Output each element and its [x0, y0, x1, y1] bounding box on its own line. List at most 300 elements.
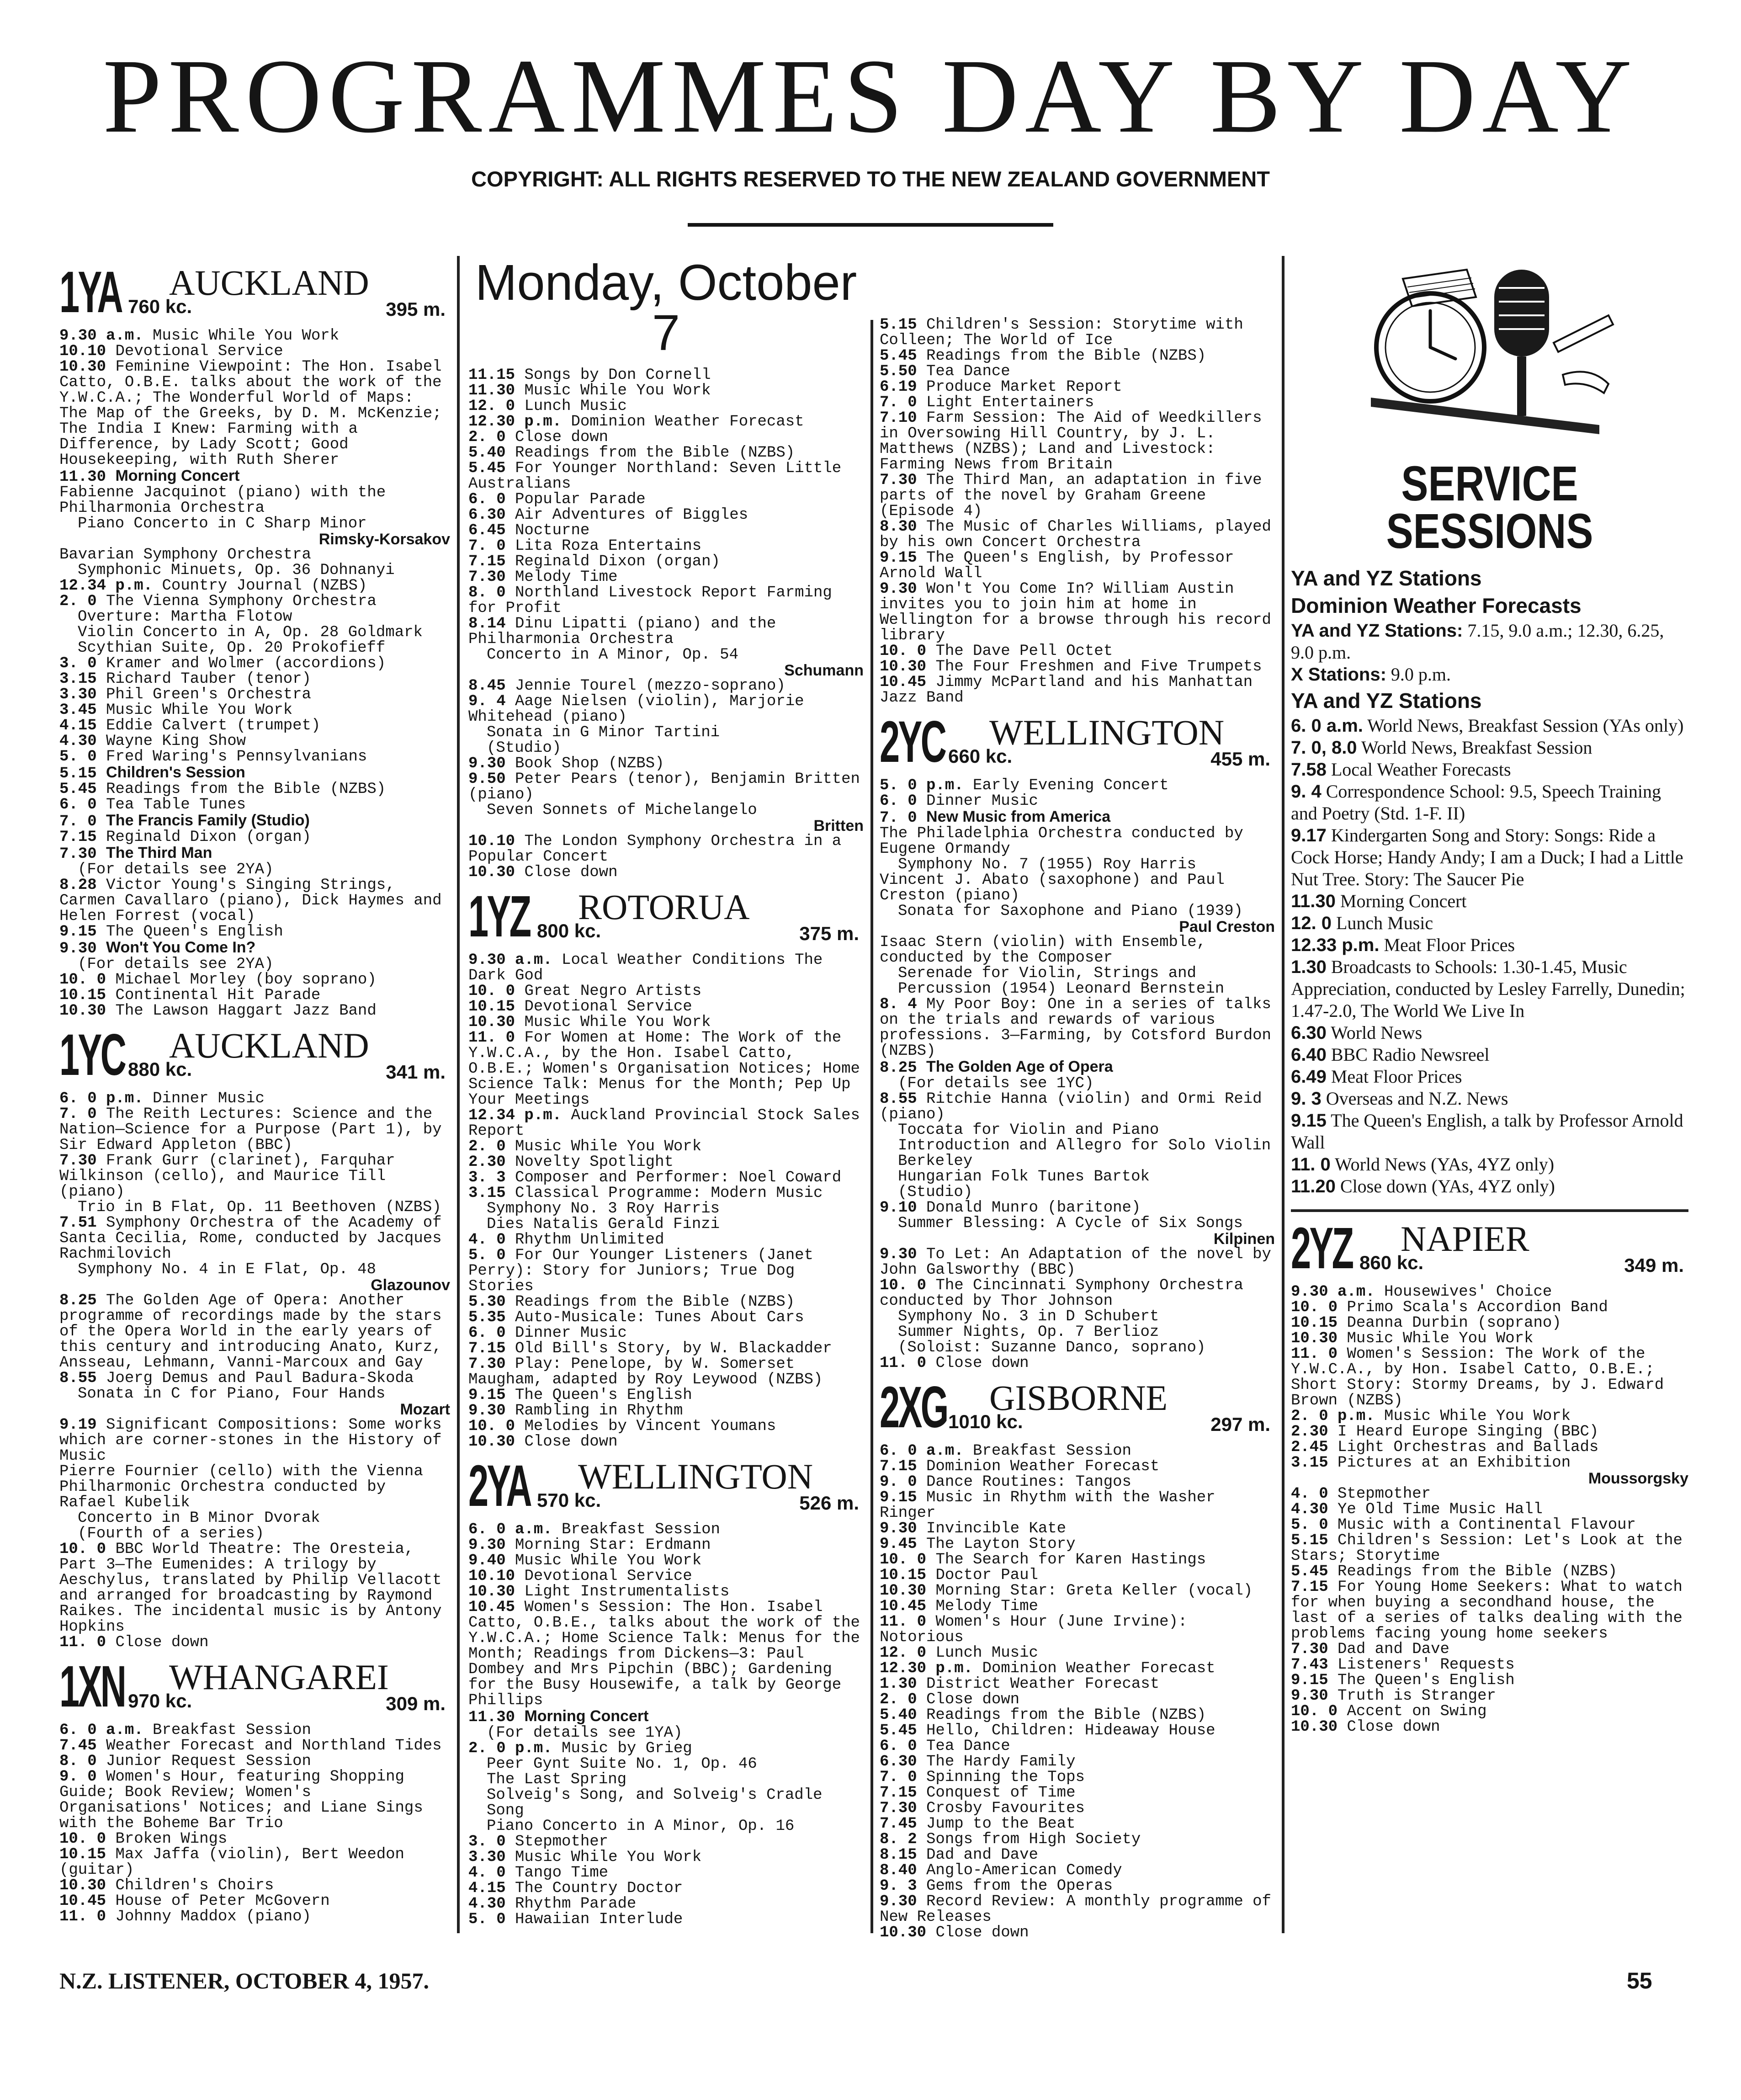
programme-entry	[59, 578, 450, 594]
entry-time: 5.35	[468, 1309, 506, 1326]
entry-time: 5.50	[880, 363, 917, 380]
programme-entry	[468, 430, 864, 445]
programme-entry	[468, 771, 864, 803]
entry-text: Anglo-American Comedy	[926, 1862, 1122, 1879]
programme-entry	[880, 1661, 1275, 1676]
entry-text: Dinner Music	[926, 792, 1038, 810]
station-city: ROTORUA	[578, 887, 750, 927]
entry-text: Crosby Favourites	[926, 1800, 1085, 1817]
entry-text: Close down	[524, 864, 618, 881]
entry-time: 12. 0	[1291, 913, 1332, 933]
entry-text: Record Review: A monthly programme of New Releases	[880, 1893, 1271, 1926]
entry-text: Devotional Service	[115, 343, 283, 360]
programme-entry	[59, 702, 450, 718]
programme-entry	[468, 1537, 864, 1553]
service-entry	[1291, 1110, 1688, 1154]
entry-text: Trio in B Flat, Op. 11 Beethoven (NZBS)	[78, 1199, 441, 1216]
entry-text: Dominion Weather Forecast	[982, 1660, 1216, 1677]
entry-time: 10. 0	[59, 971, 106, 989]
entry-time: 8. 0	[468, 584, 506, 601]
programme-entry	[468, 803, 864, 818]
entry-text: Michael Morley (boy soprano)	[115, 971, 377, 989]
entry-text: Scythian Suite, Op. 20 Prokofieff	[78, 639, 386, 657]
entry-text: For Women at Home: The Work of the Y.W.C.A., by the Hon. Isabel Catto, O.B.E.; Women's Organisation Notices; Home Science Talk: Menus for the Month; Pep Up Your Meetings	[468, 1029, 860, 1109]
entry-text: The Four Freshmen and Five Trumpets	[935, 658, 1262, 675]
programme-entry	[468, 523, 864, 538]
programme-entry	[468, 1170, 864, 1186]
service-entry	[1291, 759, 1688, 781]
composer-credit: Glazounov	[371, 1276, 450, 1294]
entry-time: 7. 0	[59, 813, 97, 830]
programme-entry	[468, 554, 864, 569]
programme-entry	[880, 1536, 1275, 1552]
programme-entry	[1291, 1486, 1688, 1502]
copyright-notice: COPYRIGHT: ALL RIGHTS RESERVED TO THE NEW ZEALAND GOVERNMENT	[471, 167, 1270, 191]
entry-text: The Vienna Symphony Orchestra	[106, 593, 377, 610]
entry-text: Dad and Dave	[926, 1846, 1038, 1864]
entry-time: 5. 0 p.m.	[880, 777, 964, 794]
entry-text: Farm Session: The Aid of Weedkillers in Oversowing Hill Country, by J. L. Matthews (NZBS); Land and Livestock: Farming News from Britain	[880, 409, 1262, 473]
entry-text: Housewives' Choice	[1384, 1283, 1552, 1301]
entry-text: Solveig's Song, and Solveig's Cradle Song	[487, 1786, 823, 1819]
entry-time: 9.17	[1291, 825, 1327, 845]
entry-text: Spinning the Tops	[926, 1769, 1085, 1786]
programme-entry	[59, 1091, 450, 1106]
programme-entry	[880, 793, 1275, 809]
station-callsign: 1XN	[59, 1654, 125, 1719]
entry-time: 8. 2	[880, 1831, 917, 1848]
programme-entry	[468, 1896, 864, 1912]
programme-entry	[468, 1356, 864, 1388]
entry-text: Junior Request Session	[106, 1753, 311, 1770]
programme-entry	[880, 1723, 1275, 1738]
illustration-shape	[1371, 398, 1599, 434]
entry-time: 6.49	[1291, 1067, 1327, 1087]
entry-text: The Queen's English	[515, 1387, 692, 1404]
entry-text: The Hardy Family	[926, 1753, 1076, 1770]
programme-entry	[1291, 1502, 1688, 1517]
column-2	[468, 256, 864, 1927]
entry-text: Stepmother	[1338, 1485, 1431, 1503]
entry-text: Close down	[935, 1924, 1029, 1941]
entry-text: Air Adventures of Biggles	[515, 506, 748, 524]
entry-time: 6. 0	[468, 1324, 506, 1342]
entry-time: 10. 0	[1291, 1703, 1338, 1720]
entry-text: Women's Session: The Hon. Isabel Catto, O.B.E., talks about the work of the Y.W.C.A.; Home Science Talk: Menus for the Month; Readings from Dickens—3: Paul Dombey and Mrs Pipchin (BBC); Gardening for the Busy Housewife, a talk by George Phillips	[468, 1599, 860, 1709]
entry-time: 7.15	[880, 1458, 917, 1475]
programme-entry	[59, 1003, 450, 1019]
entry-time: 9.30	[880, 580, 917, 598]
entry-text: Light Orchestras and Ballads	[1338, 1439, 1599, 1456]
entry-text: Dominion Weather Forecast	[571, 413, 804, 431]
programme-entry	[880, 675, 1275, 706]
entry-text: Devotional Service	[524, 998, 692, 1015]
programme-entry	[59, 877, 450, 924]
entry-text: Music While You Work	[524, 1014, 711, 1031]
entry-text: BBC Radio Newsreel	[1331, 1044, 1490, 1065]
programme-entry	[468, 1756, 864, 1772]
entry-text: House of Peter McGovern	[115, 1893, 330, 1910]
programme-entry	[1291, 1579, 1688, 1642]
programme-entry	[468, 538, 864, 554]
entry-time: 2. 0	[468, 429, 506, 446]
programme-entry	[468, 865, 864, 880]
entry-text: Auto-Musicale: Tunes About Cars	[515, 1309, 804, 1326]
entry-time: 7. 0	[880, 394, 917, 411]
entry-text: Tea Dance	[926, 1738, 1010, 1755]
station-header-1xn	[59, 1654, 450, 1721]
programme-entry	[880, 1863, 1275, 1878]
programme-entry	[880, 1169, 1275, 1185]
entry-time: 7.30	[880, 1800, 917, 1817]
entry-text: Symphony No. 4 in E Flat, Op. 48	[78, 1261, 376, 1278]
entry-text: Dinner Music	[153, 1090, 265, 1107]
programme-entry	[468, 1818, 864, 1834]
programme-entry	[468, 1434, 864, 1450]
entry-time: 4.15	[468, 1880, 506, 1897]
programme-entry	[59, 547, 450, 563]
programme-entry	[468, 1881, 864, 1896]
entry-time: 5.45	[1291, 1563, 1328, 1580]
entry-time: 6. 0 a.m.	[880, 1442, 964, 1460]
programme-entry	[1291, 1284, 1688, 1300]
entry-text: Reginald Dixon (organ)	[106, 829, 311, 846]
section-rule	[1291, 1209, 1688, 1212]
station-wavelength: 526 m.	[799, 1492, 859, 1514]
entry-time: 7.30	[59, 1152, 97, 1170]
entry-text: Auckland Provincial Stock Sales Report	[468, 1107, 860, 1140]
entry-time: 10.30	[468, 1433, 515, 1451]
entry-text: Local Weather Forecasts	[1331, 759, 1511, 780]
entry-text: Summer Nights, Op. 7 Berlioz	[898, 1324, 1159, 1341]
entry-text: The Last Spring	[487, 1771, 627, 1788]
entry-time: 4. 0	[468, 1231, 506, 1249]
entry-text: Jimmy McPartland and his Manhattan Jazz Band	[880, 674, 1253, 707]
station-wavelength: 395 m.	[386, 298, 446, 320]
entry-time: 10.30	[468, 1583, 515, 1600]
programme-entry	[468, 1201, 864, 1217]
entry-time: 4.30	[1291, 1501, 1328, 1518]
service-subheading: YA and YZ Stations	[1291, 689, 1482, 712]
entry-time: 5. 0	[1291, 1516, 1328, 1534]
station-callsign: 1YZ	[468, 884, 530, 949]
programme-entry	[59, 1215, 450, 1262]
programme-entry	[59, 1106, 450, 1153]
programme-entry	[468, 461, 864, 492]
entry-text: Readings from the Bible (NZBS)	[515, 1293, 795, 1311]
entry-text: Hello, Children: Hideaway House	[926, 1722, 1216, 1739]
programme-entry	[880, 1185, 1275, 1200]
entry-time: 3. 0	[468, 1833, 506, 1850]
programme-entry	[880, 1785, 1275, 1801]
entry-text: Women's Hour, featuring Shopping Guide; Book Review; Women's Organisations' Notices; and Liane Sings with the Boheme Bar Trio	[59, 1768, 423, 1832]
entry-time: 3. 0	[59, 655, 97, 672]
entry-text: Readings from the Bible (NZBS)	[1338, 1563, 1618, 1580]
programme-entry	[880, 826, 1275, 857]
entry-time: 2.30	[1291, 1423, 1328, 1441]
entry-text: Peer Gynt Suite No. 1, Op. 46	[487, 1755, 757, 1773]
programme-entry	[59, 957, 450, 972]
entry-time: 10.15	[880, 1567, 927, 1584]
entry-text: Novelty Spotlight	[515, 1154, 674, 1171]
entry-text: World News, Breakfast Session (YAs only)	[1367, 715, 1684, 736]
entry-text: Peter Pears (tenor), Benjamin Britten (piano)	[468, 771, 860, 803]
entry-time: 10. 0	[59, 1541, 106, 1558]
entry-text: The London Symphony Orchestra in a Popular Concert	[468, 833, 842, 866]
entry-text: Music with a Continental Flavour	[1338, 1516, 1636, 1534]
service-entry	[1291, 1088, 1688, 1110]
entry-time: 6. 0	[59, 796, 97, 813]
entry-time: 9.10	[880, 1199, 917, 1217]
entry-text: Lunch Music	[935, 1644, 1038, 1662]
entry-text: For Younger Northland: Seven Little Australians	[468, 460, 842, 493]
entry-time: 10.30	[59, 1877, 106, 1894]
entry-text: Close down	[115, 1634, 209, 1651]
entry-text: Devotional Service	[524, 1568, 692, 1585]
entry-text: Fred Waring's Pennsylvanians	[106, 748, 367, 766]
station-header-2yc	[880, 709, 1275, 776]
programme-entry	[468, 1108, 864, 1139]
programme-entry	[880, 364, 1275, 379]
entry-text: Old Bill's Story, by W. Blackadder	[515, 1340, 832, 1357]
programme-entry	[59, 1371, 450, 1386]
entry-text: Readings from the Bible (NZBS)	[926, 1707, 1206, 1724]
programme-entry	[59, 1878, 450, 1893]
programme-entry	[59, 1893, 450, 1909]
programme-entry	[880, 1138, 1275, 1169]
entry-text: Close down	[515, 429, 609, 446]
station-city: WELLINGTON	[578, 1457, 813, 1496]
entry-time: 5. 0	[59, 748, 97, 766]
entry-time: 12.30 p.m.	[468, 413, 562, 431]
composer-credit: Mozart	[400, 1401, 450, 1418]
programme-entry	[59, 734, 450, 749]
programme-entry	[880, 1521, 1275, 1536]
entry-time: 6. 0 a.m.	[468, 1521, 552, 1538]
station-wavelength: 455 m.	[1210, 748, 1270, 770]
programme-entry	[880, 1568, 1275, 1583]
entry-text: Lunch Music	[1336, 913, 1433, 933]
programme-entry	[880, 395, 1275, 410]
entry-text: The Third Man, an adaptation in five parts of the novel by Graham Greene (Episode 4)	[880, 472, 1262, 520]
entry-time: 8.25	[880, 1059, 917, 1077]
entry-time: 10. 0	[880, 1277, 927, 1294]
entry-text: Primo Scala's Accordion Band	[1347, 1299, 1608, 1316]
programme-entry	[880, 1459, 1275, 1474]
programme-entry	[880, 1707, 1275, 1723]
programme-entry	[880, 1770, 1275, 1785]
entry-time: 12. 0	[880, 1644, 927, 1662]
programme-entry	[59, 845, 450, 862]
entry-text: Music While You Work	[515, 1849, 702, 1866]
entry-text: Pierre Fournier (cello) with the Vienna Philharmonic Orchestra conducted by Rafael Kubelik	[59, 1463, 423, 1511]
entry-time: 10.30	[59, 358, 106, 376]
programme-entry	[59, 1831, 450, 1847]
programme-entry	[880, 1645, 1275, 1661]
station-callsign: 1YA	[59, 260, 122, 325]
entry-text: Great Negro Artists	[524, 983, 702, 1000]
entry-text: (For details see 2YA)	[78, 956, 274, 973]
entry-time: 12. 0	[468, 398, 515, 415]
entry-text: Introduction and Allegro for Solo Violin Berkeley	[898, 1137, 1271, 1170]
programme-entry	[468, 1600, 864, 1708]
entry-text: The Reith Lectures: Science and the Nation—Science for a Purpose (Part 1), by Sir Edward Appleton (BBC)	[59, 1106, 442, 1154]
entry-time: 10.15	[59, 1846, 106, 1863]
illustration-shape	[1563, 372, 1608, 393]
entry-text: For Our Younger Listeners (Janet Perry): Story for Juniors; True Dog Stories	[468, 1247, 813, 1295]
entry-text: Doctor Paul	[935, 1567, 1038, 1584]
programme-entry	[468, 1154, 864, 1170]
programme-entry	[59, 625, 450, 640]
entry-text: Music by Grieg	[562, 1740, 692, 1757]
service-entry	[1291, 890, 1688, 912]
programme-entry	[1291, 1346, 1688, 1409]
programme-entry	[880, 1878, 1275, 1894]
entry-text: (For details see 1YA)	[487, 1724, 683, 1742]
entry-time: 9.15	[880, 1489, 917, 1506]
entry-text: Rhythm Unlimited	[515, 1231, 664, 1249]
entry-time: 11. 0	[1291, 1154, 1331, 1175]
entry-text: Music While You Work	[1384, 1408, 1571, 1425]
programme-entry	[468, 507, 864, 523]
entry-time: 10.45	[59, 1893, 106, 1910]
entry-text: Johnny Maddox (piano)	[115, 1908, 311, 1925]
service-entry	[1291, 1175, 1688, 1197]
entry-time: 5. 0	[468, 1911, 506, 1928]
entry-text: (Studio)	[487, 739, 562, 757]
entry-text: Stepmother	[515, 1833, 609, 1850]
entry-time: 10. 0	[468, 983, 515, 1000]
programme-entry	[59, 609, 450, 625]
station-city: WELLINGTON	[989, 712, 1225, 752]
entry-text: Tango Time	[515, 1864, 609, 1882]
entry-text: The Country Doctor	[515, 1880, 683, 1897]
station-frequency: 860 kc.	[1359, 1252, 1424, 1273]
entry-text: Won't You Come In?	[106, 939, 256, 956]
entry-time: 9.30	[468, 1536, 506, 1554]
entry-text: Accent on Swing	[1347, 1703, 1487, 1720]
entry-text: Reginald Dixon (organ)	[515, 553, 720, 570]
entry-time: 7. 0	[880, 809, 917, 827]
entry-text: Dance Routines: Tangos	[926, 1473, 1131, 1491]
programme-entry	[880, 1076, 1275, 1091]
programme-entry	[59, 328, 450, 344]
column-divider	[1282, 256, 1285, 1933]
service-entry	[1291, 1044, 1688, 1066]
service-sessions-title-line: SESSIONS	[1386, 503, 1593, 558]
programme-entry	[59, 972, 450, 988]
programme-entry	[1291, 1455, 1688, 1471]
station-wavelength: 375 m.	[799, 923, 859, 944]
programme-entry	[468, 1834, 864, 1850]
entry-text: Symphony No. 7 (1955) Roy Harris	[898, 856, 1196, 873]
programme-entry	[468, 725, 864, 740]
entry-time: 5.45	[880, 347, 917, 365]
entry-text: Children's Choirs	[115, 1877, 274, 1894]
programme-entry	[1291, 1424, 1688, 1440]
entry-text: Country Journal (NZBS)	[162, 577, 367, 595]
service-entry	[1291, 824, 1688, 890]
entry-time: 10.10	[468, 833, 515, 850]
programme-entry	[880, 1356, 1275, 1371]
entry-text: Close down	[1347, 1718, 1440, 1736]
entry-text: Tea Table Tunes	[106, 796, 246, 813]
entry-time: 10.45	[468, 1599, 515, 1616]
programme-entry	[59, 516, 450, 532]
station-frequency: 760 kc.	[128, 296, 192, 317]
programme-entry	[880, 1059, 1275, 1076]
entry-time: 7.45	[880, 1815, 917, 1833]
entry-time: 7.15	[1291, 1579, 1328, 1596]
day-heading: Monday, October 7	[475, 255, 857, 361]
entry-time: 2. 0	[59, 593, 97, 610]
programme-entry	[59, 656, 450, 671]
entry-text: Deanna Durbin (soprano)	[1347, 1314, 1561, 1332]
programme-entry	[59, 765, 450, 782]
entry-time: 7.15	[59, 829, 97, 846]
programme-entry	[880, 519, 1275, 550]
entry-text: Popular Parade	[515, 491, 646, 508]
entry-time: 10.10	[468, 1568, 515, 1585]
entry-time: 8.55	[880, 1090, 917, 1108]
entry-text: Melody Time	[515, 569, 618, 586]
entry-time: 12.34 p.m.	[468, 1107, 562, 1124]
entry-text: Women's Hour (June Irvine): Notorious	[880, 1613, 1188, 1646]
entry-text: Produce Market Report	[926, 378, 1122, 396]
entry-text: Broadcasts to Schools: 1.30-1.45, Music Appreciation, conducted by Lesley Farrelly, Dunedin; 1.47-2.0, The World We Live In	[1291, 957, 1685, 1021]
entry-text: The Cincinnati Symphony Orchestra conducted by Thor Johnson	[880, 1277, 1243, 1310]
entry-time: 4.30	[59, 733, 97, 750]
programme-entry	[880, 1443, 1275, 1459]
service-sessions-title	[1327, 456, 1652, 558]
entry-text: Melody Time	[935, 1598, 1038, 1615]
entry-text: The Francis Family (Studio)	[106, 812, 310, 829]
entry-time: 8.45	[468, 677, 506, 695]
entry-text: Morning Concert	[1340, 891, 1467, 911]
entry-text: Significant Compositions: Some works which are corner-stones in the History of Music	[59, 1416, 442, 1465]
entry-text: Dad and Dave	[1338, 1641, 1449, 1658]
entry-text: Symphony Orchestra of the Academy of Santa Cecilia, Rome, conducted by Jacques Rachmilovich	[59, 1214, 442, 1263]
programme-entry	[468, 414, 864, 430]
programme-entry	[468, 492, 864, 507]
entry-time: 12.33 p.m.	[1291, 935, 1380, 955]
entry-time: 7.10	[880, 409, 917, 427]
entry-time: 12.34 p.m.	[59, 577, 153, 595]
entry-time: 1.30	[1291, 957, 1327, 977]
entry-time: 6.19	[880, 378, 917, 396]
composer-credit: Kilpinen	[1213, 1230, 1275, 1248]
programme-entry	[1291, 1564, 1688, 1579]
programme-entry	[59, 563, 450, 578]
entry-time: 11.30	[59, 468, 106, 486]
entry-text: Violin Concerto in A, Op. 28 Goldmark	[78, 624, 423, 641]
programme-entry	[59, 988, 450, 1003]
entry-text: Max Jaffa (violin), Bert Weedon (guitar)	[59, 1846, 404, 1879]
entry-text: Breakfast Session	[562, 1521, 720, 1538]
programme-entry	[468, 834, 864, 865]
entry-text: Bavarian Symphony Orchestra	[59, 546, 311, 564]
entry-time: 10.30	[880, 1924, 927, 1941]
programme-entry	[59, 862, 450, 877]
station-wavelength: 349 m.	[1624, 1255, 1684, 1276]
programme-entry	[468, 1584, 864, 1600]
entry-text: The Philadelphia Orchestra conducted by Eugene Ormandy	[880, 825, 1243, 858]
entry-time: 5.15	[59, 765, 97, 782]
entry-text: Vincent J. Abato (saxophone) and Paul Creston (piano)	[880, 872, 1225, 904]
entry-text: World News	[1331, 1022, 1423, 1043]
composer-credit: Schumann	[784, 662, 864, 679]
entry-text: Pictures at an Exhibition	[1338, 1454, 1571, 1472]
